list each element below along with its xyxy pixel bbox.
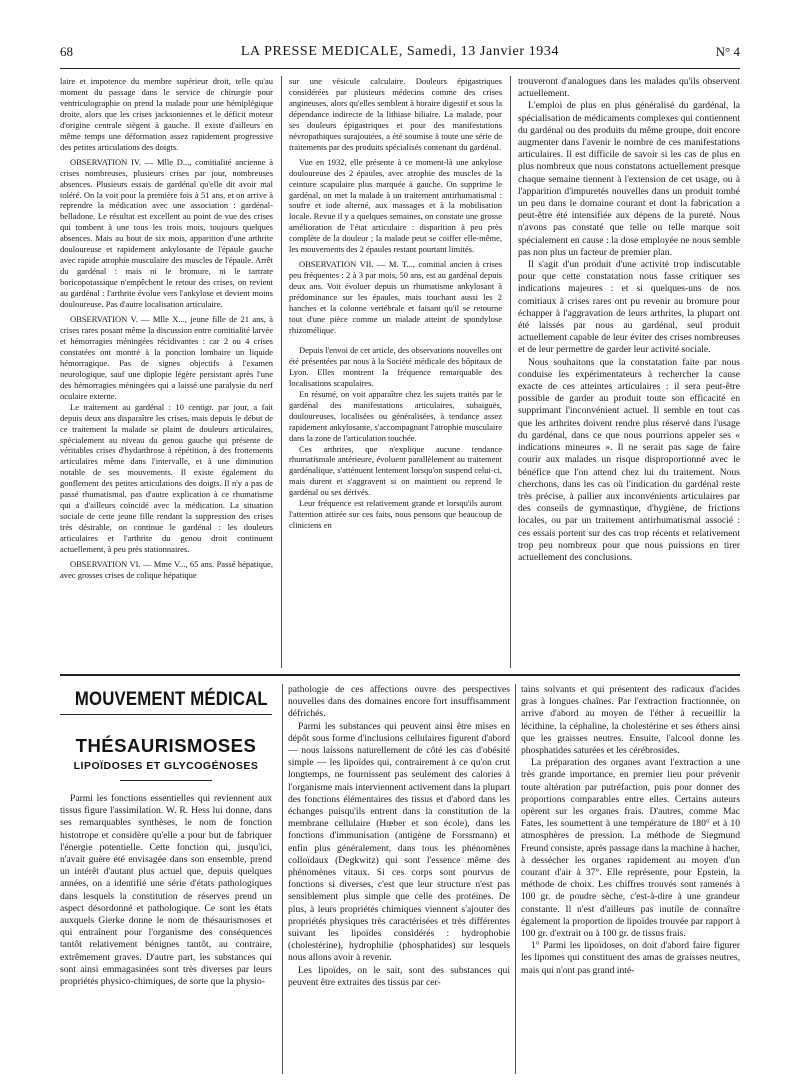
paragraph: laire et impotence du membre supérieur droit, telle qu'au moment du passage dans le service de chirurgie pour ventriculographie on prend la malade pour une hémiplégique droite, alors que les crises jacksoniennes et le déficit moteur d'origine centrale siègent à gauche. Il existe d'ailleurs en même temps une déformation assez rapidement progressive des petites articulations des doigts.	[60, 76, 273, 152]
article-title: THÉSAURISMOSES	[75, 735, 257, 756]
paragraph: En résumé, on voit apparaître chez les sujets traités par le gardénal des manifestations articulaires, subaiguës, douloureuses, localisées ou généralisées, à tendance assez rapidement ankylosante, s'accompagnant l'atrophie musculaire dans la zone de l'articulation touchée.	[289, 388, 502, 443]
paragraph: Le traitement au gardénal : 10 centigr. par jour, a fait depuis deux ans disparaître les crises, mais depuis le début de ce traitement la malade se plaint de douleurs articulaires, spécialement au niveau du genou gauche qui présente de véritables crises d'hydarthrose à répétition, à des frottements articulaires même dans l'intervalle, et à une diminution notable de ses mouvements. Il existe également du gonflement des petites articulations des doigts. Il n'y a pas de passé rhumatismal, pas d'autre explication à ce rhumatisme qui a d'ailleurs coïncidé avec la médication. La situation sociale de cette jeune fille rendant la suppression des crises très désirable, on continue le gardénal : les douleurs articulaires et l'arthrite du genou droit continuent actuellement, à peu près stationnaires.	[60, 401, 273, 555]
paragraph: Parmi les fonctions essentielles qui reviennent aux tissus figure l'assimilation. W. R. Hess lui donne, dans ses remarquables synthèses, le nom de fonction histotrope et considère qu'elle a pour but de fabriquer l'énergie potentielle. Cette fonction qui, jusqu'ici, n'avait guère été envisagée dans son ensemble, prend un intérêt d'autant plus actuel que, depuis quelques années, on a identifié une série d'états pathologiques dans lesquels la constitution de réserves prend un aspect désordonné et pathologique. Ce sont les états auxquels Gierke donne le nom de thésaurismoses et qui entraînent pour l'organisme des conséquences tantôt relativement bénignes tantôt, au contraire, extrêmement graves. D'autre part, les substances qui sont ainsi emmagasinées sont très diverses par leurs propriétés physico-chimiques, de sorte que la physio-	[60, 793, 272, 988]
observation-paragraph: OBSERVATION VII. — M. T..., comitial ancien à crises peu fréquentes : 2 à 3 par mois, 50 ans, est au gardénal depuis deux ans. Voit évoluer depuis un rhumatisme ankylosant à prédominance sur les épaules, mais touchant aussi les 2 hanches et la colonne vertébrale et faisant qu'il se retourne tout d'une pièce comme un malade atteint de spondylose rhizomélique.	[289, 259, 502, 335]
paragraph: Vue en 1932, elle présente à ce moment-là une ankylose douloureuse des 2 épaules, avec atrophie des muscles de la ceinture scapulaire plus marquée à gauche. On supprime le gardénal, on met la malade à un traitement antirhumatismal : soufre et iode alterné, aux massages et à la mobilisation locale. Revue il y a quelques semaines, on constate une grosse amélioration de l'état articulaire : disparition à peu près complète de la douleur ; la malade peut se coiffer elle-même, les mouvements des 2 épaules restant pourtant limités.	[289, 156, 502, 255]
article-subtitle: LIPOÏDOSES ET GLYCOGÉNOSES	[73, 760, 259, 772]
observation-paragraph: OBSERVATION V. — Mlle X..., jeune fille de 21 ans, à crises rares posant même la discussion entre comitialité larvée et hémorragies méningées récidivantes : car 2 ou 4 crises constatées ont montré à la ponction lombaire un liquide hémorragique. Pas de signes objectifs à l'examen neurologique, sauf une diplopie légère persistant après l'une des hémorragies méningées qui a laissé une paralysie du nerf oculaire externe.	[60, 314, 273, 401]
bottom-column-1	[60, 793, 272, 1075]
top-column-1	[60, 76, 273, 671]
bottom-column-3	[521, 684, 740, 1076]
page-number: 68	[60, 44, 73, 59]
paragraph: Les lipoïdes, on le sait, sont des substances qui peuvent être extraites des tissus par cer-	[288, 964, 510, 988]
paragraph: Depuis l'envoi de cet article, des observations nouvelles ont été présentées par nous à la Société médicale des hôpitaux de Lyon. Elles montrent la fréquence remarquable des localisations scapulaires.	[289, 344, 502, 388]
paragraph: pathologie de ces affections ouvre des perspectives nouvelles dans des domaines encore fort insuffisamment défrichés.	[288, 684, 510, 720]
observation-paragraph: OBSERVATION IV. — Mlle D..., comitialité ancienne à crises nombreuses, plusieurs crises par jour, nombreuses absences. Plusieurs essais de gardénal qu'elle dit avoir mal toléré. On la voit pour la première fois à 51 ans, et on arrive à reprendre la médication avec une association : gardénal-belladone. Le résultat est excellent au point de vue des crises qui tombent à une tous les trois mois, toujours quelques absences. Mais au bout de six mois, apparition d'une arthrite douloureuse et rapidement ankylosante de l'épaule gauche avec rapide atrophie musculaire des muscles de l'épaule. Arrêt du gardénal : mais ni le bromure, ni le tartrate boricopotassique n'empêchent le retour des crises, on revient au gardénal : l'arthrite évolue vers l'ankylose et devient moins douloureuse. Pas d'autre localisation articulaire.	[60, 156, 273, 310]
paragraph: Ces arthrites, que n'explique aucune tendance rhumatismale antérieure, évoluent parallèlement au traitement gardénalique, s'atténuent lentement lorsqu'on suspend celui-ci, mais durent et s'aggravent si on maintient ou reprend le gardénal ou ses dérivés.	[289, 443, 502, 498]
column-divider	[510, 76, 511, 668]
paragraph: L'emploi de plus en plus généralisé du gardénal, la spécialisation de médicaments complexes qui contiennent du gardénal ou des produits du même groupe, doit encore augmenter dans l'avenir le nombre de ces manifestations articulaires. Il est difficile de savoir si les cas de plus en plus nombreux que nous constatons actuellement presque chaque semaine tiennent à l'extension de cet usage, ou à l'apparition d'impuretés nouvelles dans un produit tombé un peu dans le domaine courant et dont la fabrication a peut-être été intensifiée aux dépens de la pureté. Nous n'avons pas constaté que telle ou telle marque soit spécialement en cause : la dose employée ne nous semble pas non plus un facteur de premier plan.	[518, 100, 740, 258]
heading-rule	[60, 714, 272, 715]
paragraph: La préparation des organes avant l'extraction a une très grande importance, en premier lieu pour prévenir toute altération par putréfaction, puis pour donner des proportions comparables entre elles. Certains auteurs opèrent sur les organes frais. D'autres, comme Mac Fates, les soumettent à une température de 180° et à 10 atmosphères de pression. La méthode de Siegmund Freund consiste, après passage dans la machine à hacher, à dessécher les organes rapidement au moyen d'un courant d'air à 37°. Elle représente, pour Epstein, la méthode de choix. Les chiffres trouvés sont ramenés à 100 gr. de poudre sèche, c'est-à-dire à une grandeur constante. Il n'est d'ailleurs pas inutile de connaître également la proportion de lipoïdes trouvée par rapport à 100 gr. d'extrait ou à 100 gr. de tissus frais.	[521, 757, 740, 940]
column-divider	[281, 76, 282, 668]
journal-title: LA PRESSE MEDICALE, Samedi, 13 Janvier 1934	[240, 44, 560, 59]
top-column-3	[518, 76, 740, 671]
paragraph: trouveront d'analogues dans les malades qu'ils observent actuellement.	[518, 76, 740, 100]
top-column-2	[289, 76, 502, 671]
column-divider	[515, 684, 516, 1074]
observation-paragraph: OBSERVATION VI. — Mme V..., 65 ans. Passé hépatique, avec grosses crises de colique hépatique	[60, 558, 273, 580]
paragraph: sur une vésicule calculaire. Douleurs épigastriques considérées par plusieurs médecins comme des crises angineuses, alors qu'elles semblent à horaire digestif et sous la dépendance indirecte de la lithiase biliaire. La malade, pour ses douleurs épigastriques et pour des manifestations névropathiques surajoutées, a été soumise à toute une série de traitements par des produits spécialisés contenant du gardénal.	[289, 76, 502, 152]
paragraph: 1° Parmi les lipoïdoses, on doit d'abord faire figurer les lipomes qui constituent des amas de graisses neutres, mais qui n'ont pas grand inté-	[521, 940, 740, 976]
issue-number: N° 4	[715, 44, 740, 59]
section-separator	[60, 674, 740, 676]
paragraph: Leur fréquence est relativement grande et lorsqu'ils auront l'attention attirée sur ces faits, nous pensons que beaucoup de cliniciens en	[289, 498, 502, 531]
subtitle-rule	[120, 780, 212, 781]
header-rule	[60, 68, 740, 69]
paragraph: tains solvants et qui présentent des radicaux d'acides gras à longues chaînes. Par l'extraction fractionnée, on arrive d'abord au moyen de l'éther à recueillir la lécithine, la céphaline, la cholestérine et ses éthers ainsi que les graisses neutres. Ensuite, l'alcool donne les phosphatides saturées et les cérébrosides.	[521, 684, 740, 757]
paragraph: Parmi les substances qui peuvent ainsi être mises en dépôt sous forme d'inclusions cellulaires figurent d'abord — nous laissons naturellement de côté les cas d'obésité simple — les lipoïdes qui, contrairement à ce qu'on crut longtemps, ne fournissent pas seulement des calories à l'organisme mais interviennent activement dans la plupart des fonctions élémentaires des tissus et d'abord dans les échanges puisqu'ils entrent dans la constitution de la membrane cellulaire (Hœber et son école), dans les fonctions d'immunisation (antigène de Forssmann) et enfin plus généralement, dans tous les phénomènes colloïdaux (Degkwitz) qui sont l'essence même des phénomènes vitaux. Si ces corps sont pourvus de fonctions si diverses, c'est que leur structure n'est pas sensiblement plus simple que celle des protéines. De plus, à leurs propriétés chimiques viennent s'ajouter des propriétés physiques très caractérisées et très différentes suivant les lipoïdes considérés : hydrophobie (cholestérine), hydrophilie (phosphatides) sur lesquels nous allons avoir à revenir.	[288, 720, 510, 964]
bottom-column-2	[288, 684, 510, 1076]
section-heading: MOUVEMENT MÉDICAL	[74, 688, 268, 710]
paragraph: Il s'agit d'un produit d'une activité trop indiscutable pour que cette constatation nous fasse critiquer ses indications majeures : et si quelques-uns de nos comitiaux à crises rares ont pu revenir au bromure pour échapper à l'aggravation de leurs arthrites, la plupart ont été laissés par nous au gardénal, seul produit actuellement capable de leur éviter des crises nombreuses et de leur permettre de garder leur activité sociale.	[518, 259, 740, 356]
paragraph: Nous souhaitons que la constatation faite par nous conduise les expérimentateurs à rechercher la cause exacte de ces atteintes articulaires : il sera peut-être possible de garder au produit toute son efficacité en supprimant l'inconvénient actuel. Il semble en tout cas que les arthrites doivent rendre plus réservé dans l'usage du gardénal, dans ce que nous pourrions appeler ses « indications mineures ». Il ne serait pas sage de faire courir aux malades un risque disproportionné avec le bénéfice que l'on attend chez lui du traitement. Nous cherchons, dans les cas où l'indication du gardénal reste très précise, à pallier aux inconvénients articulaires par des conseils de gymnastique, d'hygiène, de frictions locales, ou par un traitement antirhumatismal associé : ces essais portent sur des cas trop récents et relativement trop peu nombreux pour que nous puissions en tirer actuellement des conclusions.	[518, 356, 740, 563]
page-header	[60, 44, 740, 66]
column-divider	[282, 684, 283, 1074]
